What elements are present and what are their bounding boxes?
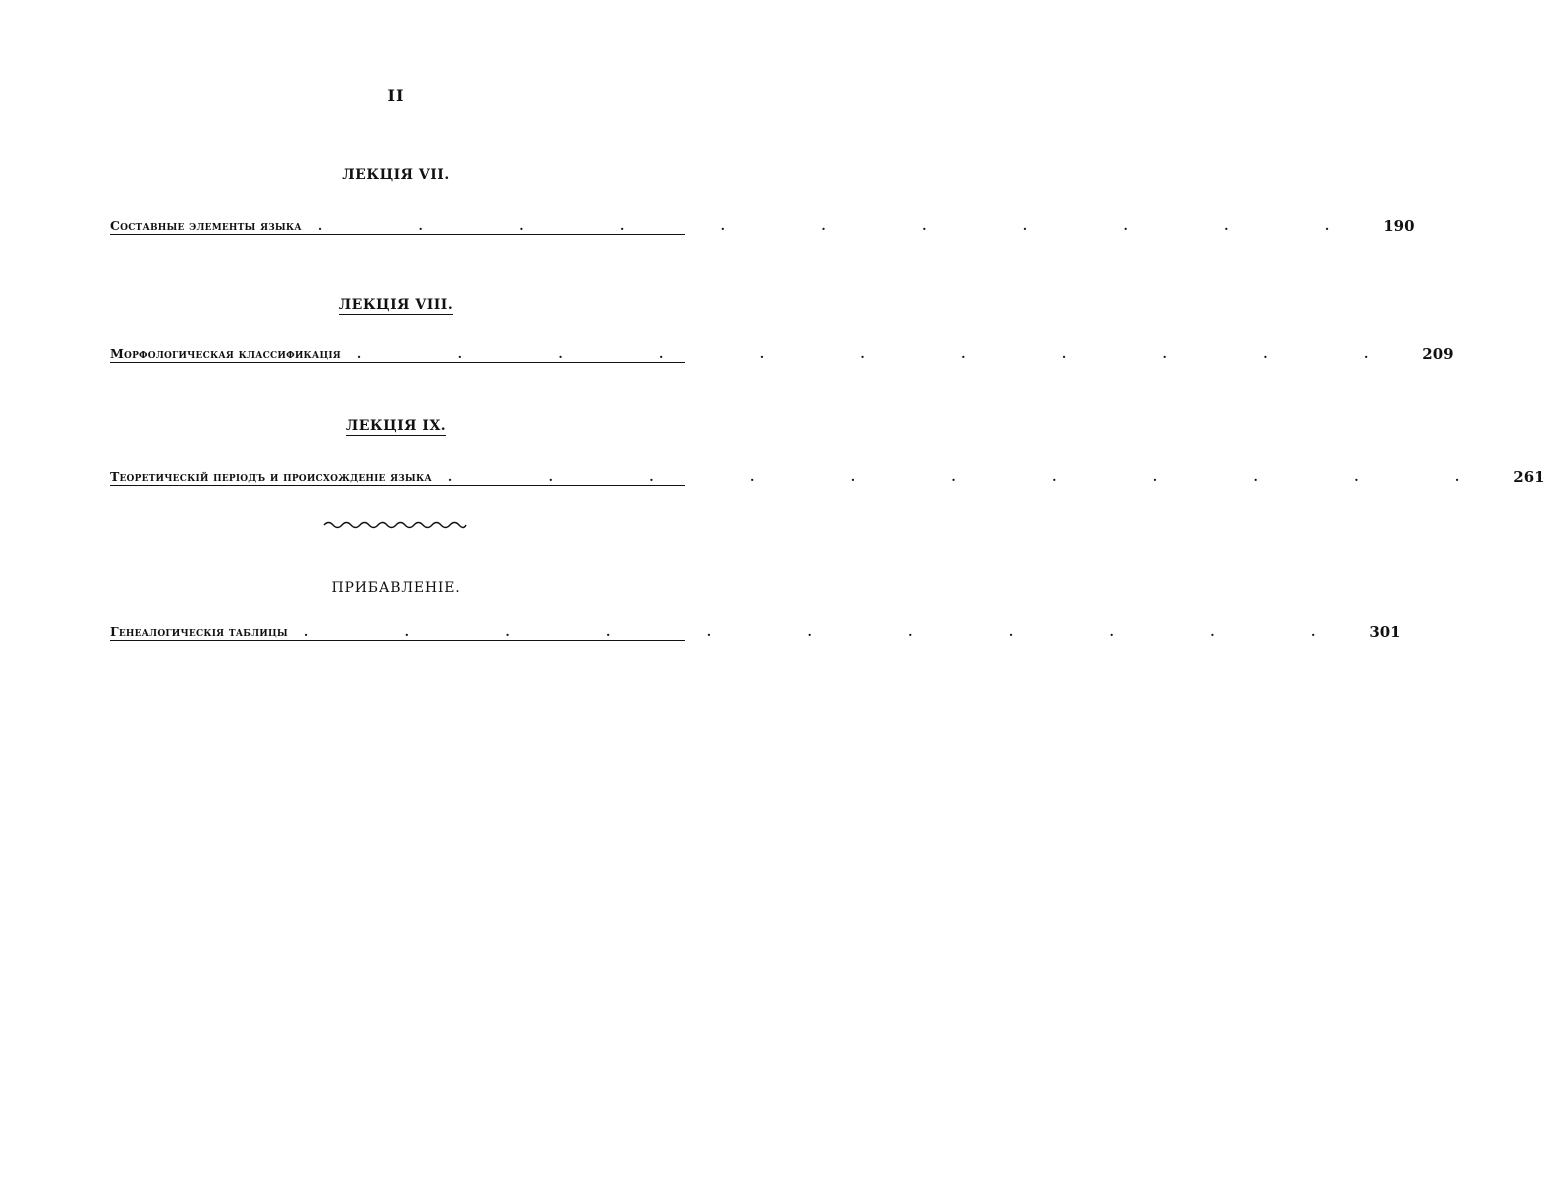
dot-leader: . . . . . . . . . . .	[303, 624, 1362, 639]
toc-entry-title: Генеалогическія таблицы	[110, 624, 288, 639]
dot-leader: . . . . . . . . . . .	[317, 218, 1376, 233]
section-heading-lecture-9	[0, 418, 792, 434]
wavy-divider-ornament	[324, 519, 466, 531]
toc-entry-title: Морфологическая классификація	[110, 346, 341, 361]
section-heading-appendix	[0, 580, 792, 596]
toc-entry-page-number: 209	[1422, 345, 1454, 363]
toc-entry-page-number: 190	[1383, 217, 1415, 235]
dot-leader: . . . . . . . . . . .	[447, 469, 1506, 484]
section-heading-lecture-8	[0, 297, 792, 313]
toc-entry-title: Теоретическій періодъ и происхожденіе языка	[110, 469, 432, 484]
toc-entry-page-number: 301	[1369, 623, 1401, 641]
toc-entry-lecture-9	[110, 465, 1545, 486]
toc-entry-lecture-7	[110, 214, 1415, 235]
toc-entry-page-number: 261	[1513, 468, 1545, 486]
toc-entry-appendix	[110, 620, 1401, 641]
page-number: II	[387, 86, 405, 105]
toc-entry-title: Составные элементы языка	[110, 218, 302, 233]
section-heading-label: ЛЕКЦІЯ IX.	[345, 418, 447, 434]
section-heading-label: ЛЕКЦІЯ VIII.	[338, 297, 454, 313]
section-heading-label: ЛЕКЦІЯ VII.	[342, 167, 450, 183]
toc-entry-lecture-8	[110, 342, 1454, 363]
dot-leader: . . . . . . . . . . .	[356, 346, 1415, 361]
section-heading-lecture-7	[0, 167, 792, 183]
section-heading-label: ПРИБАВЛЕНІЕ.	[331, 580, 461, 596]
